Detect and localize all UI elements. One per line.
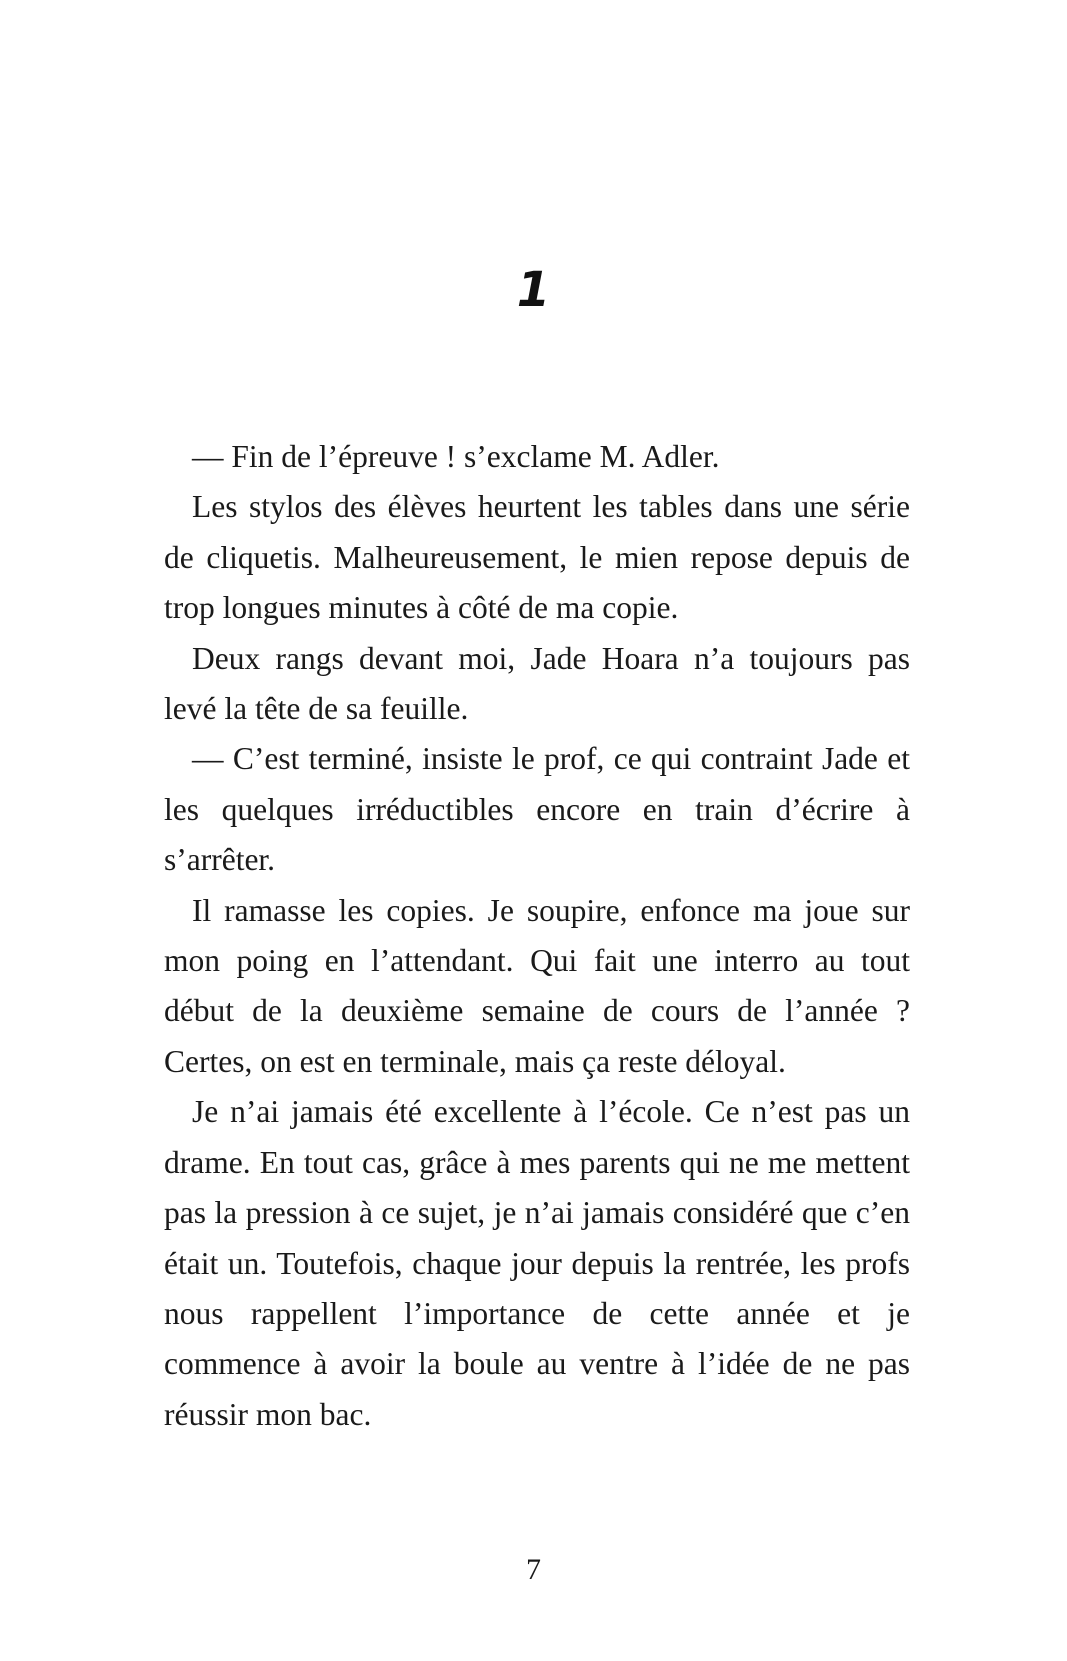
chapter-body: [164, 432, 910, 1440]
paragraph: — C’est terminé, insiste le prof, ce qui contraint Jade et les quelques irréductibles encore en train d’écrire à s’arrêter.: [164, 741, 910, 878]
paragraph: Je n’ai jamais été excellente à l’école. Ce n’est pas un drame. En tout cas, grâce à mes parents qui ne me mettent pas la pression à ce sujet, je n’ai jamais considéré que c’en était un. Toutefois, chaque jour depuis la rentrée, les profs nous rappellent l’importance de cette année et je commence à avoir la boule au ventre à l’idée de ne pas réussir mon bac.: [164, 1094, 910, 1432]
page-number: 7: [526, 1553, 541, 1586]
paragraph: — Fin de l’épreuve ! s’exclame M. Adler.: [192, 439, 720, 474]
paragraph: Deux rangs devant moi, Jade Hoara n’a toujours pas levé la tête de sa feuille.: [164, 640, 910, 727]
paragraph: Il ramasse les copies. Je soupire, enfonce ma joue sur mon poing en l’attendant. Qui fait une interro au tout début de la deuxième semaine de cours de l’année ? Certes, on est en terminale, mais ça reste déloyal.: [164, 892, 910, 1079]
paragraph: Les stylos des élèves heurtent les tables dans une série de cliquetis. Malheureusement, le mien repose depuis de trop longues minutes à côté de ma copie.: [164, 489, 910, 626]
chapter-number: 1: [516, 262, 551, 318]
